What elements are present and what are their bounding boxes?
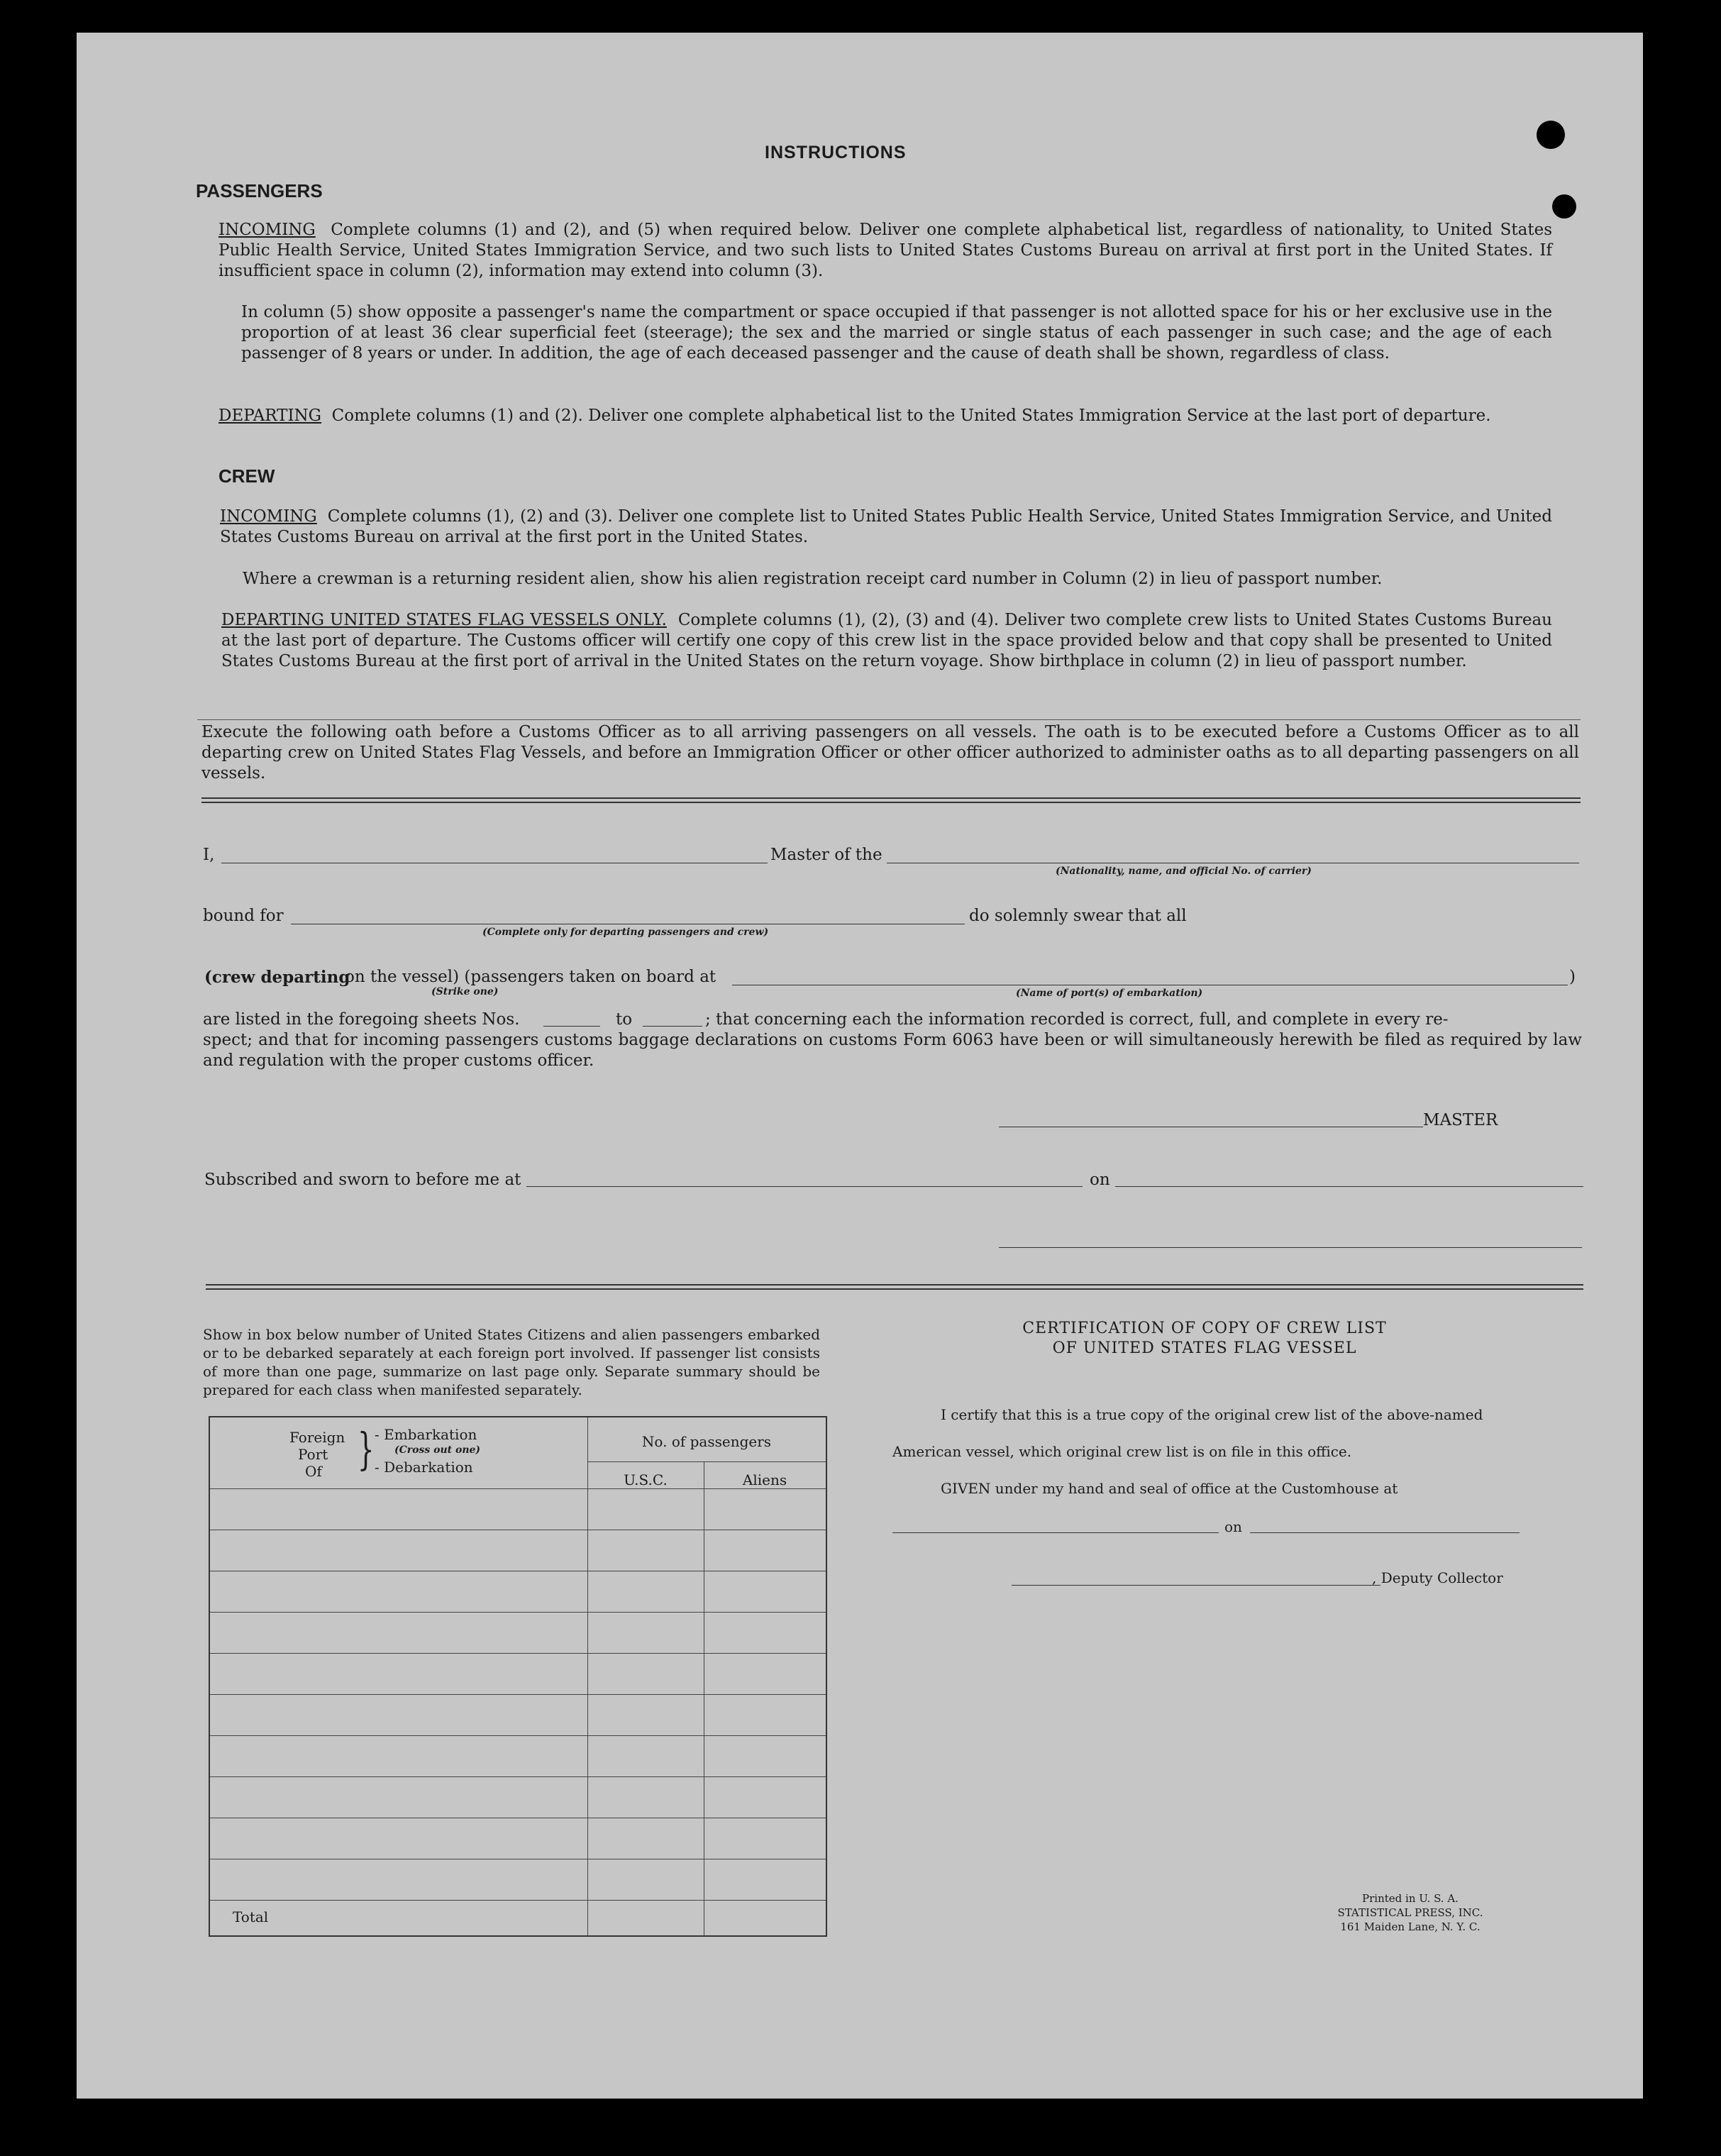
crew-resident-paragraph: Where a crewman is a returning resident alien, show his alien registration receipt card number in Column (2) in lieu of passport number. xyxy=(243,570,1383,588)
of-label: Of xyxy=(305,1463,322,1480)
passengers-incoming-text: Complete columns (1) and (2), and (5) when required below. Deliver one complete alphabetical list, regardless of nationality, to United States Public Health Service, United States Immigration Service, and two such lists to United States Customs Bureau on arrival at first port in the United States. If insufficient space in column (2), information may extend into column (3). xyxy=(218,221,1553,280)
printer-line-2: STATISTICAL PRESS, INC. xyxy=(1337,1906,1483,1919)
debarkation-label: - Debarkation xyxy=(375,1459,473,1476)
printer-imprint xyxy=(1297,1891,1524,1934)
crew-departing-option: (crew departing xyxy=(204,968,350,987)
double-rule-top xyxy=(201,797,1581,803)
passengers-incoming-paragraph xyxy=(218,220,1552,282)
embarkation-label: - Embarkation xyxy=(375,1426,477,1443)
table-row xyxy=(210,1900,826,1901)
listed-sheets-label: are listed in the foregoing sheets Nos. xyxy=(203,1010,520,1029)
carrier-hint: (Nationality, name, and official No. of carrier) xyxy=(1056,866,1312,877)
usc-label: U.S.C. xyxy=(624,1471,668,1488)
printer-line-3: 161 Maiden Lane, N. Y. C. xyxy=(1340,1920,1481,1933)
certification-on-label: on xyxy=(1224,1518,1242,1535)
bound-for-hint: (Complete only for departing passengers and crew) xyxy=(482,927,769,938)
table-row xyxy=(210,1776,826,1777)
punch-hole-top xyxy=(1537,121,1565,149)
strike-one-hint: (Strike one) xyxy=(431,986,499,997)
col-divider-1 xyxy=(587,1417,588,1935)
master-of-label: Master of the xyxy=(770,846,882,864)
passengers-column5-paragraph: In column (5) show opposite a passenger's name the compartment or space occupied if that passenger is not allotted space for his or her exclusive use in the proportion of at least 36 clear superficial feet (steerage); the sex and the married or single status of each passenger in such case; and the age of each passenger of 8 years or under. In addition, the age of each deceased passenger and the cause of death shall be shown, regardless of class. xyxy=(241,303,1552,363)
listed-text-2: ; that concerning each the information recorded is correct, full, and complete in every re- xyxy=(705,1010,1449,1029)
master-signature-label: MASTER xyxy=(1423,1111,1498,1129)
table-row xyxy=(210,1653,826,1654)
cross-out-hint: (Cross out one) xyxy=(394,1444,481,1456)
subscribed-on-label: on xyxy=(1090,1171,1110,1189)
total-label: Total xyxy=(233,1908,269,1925)
document-page xyxy=(77,33,1643,2099)
given-line: GIVEN under my hand and seal of office at the Customhouse at xyxy=(941,1480,1398,1497)
solemnly-swear: do solemnly swear that all xyxy=(969,907,1187,925)
subscribed-place-line[interactable] xyxy=(526,1186,1083,1187)
sheet-from-line[interactable] xyxy=(543,1026,600,1027)
passengers-incoming-label: INCOMING xyxy=(218,221,316,239)
punch-hole-bottom xyxy=(1552,194,1576,219)
officer-signature-line[interactable] xyxy=(999,1247,1582,1248)
crew-departing-label: DEPARTING UNITED STATES FLAG VESSELS ONLY. xyxy=(221,611,667,629)
aliens-label: Aliens xyxy=(742,1471,787,1488)
listed-to-label: to xyxy=(616,1010,633,1029)
certify-line-1: I certify that this is a true copy of the original crew list of the above-named xyxy=(941,1406,1483,1423)
foreign-label: Foreign xyxy=(289,1429,345,1446)
table-row xyxy=(210,1612,826,1613)
table-row xyxy=(210,1488,826,1489)
certification-title-1: CERTIFICATION OF COPY OF CREW LIST xyxy=(1022,1320,1387,1337)
certify-line-2: American vessel, which original crew list is on file in this office. xyxy=(892,1443,1352,1460)
bound-for-label: bound for xyxy=(203,907,284,925)
double-rule-bottom xyxy=(206,1284,1583,1290)
box-instructions: Show in box below number of United States Citizens and alien passengers embarked or to be debarked separately at each foreign port involved. If passenger list consists of more than one page, summarize on last page only. Separate summary should be prepared for each class when manifested separately. xyxy=(203,1326,820,1398)
printer-line-1: Printed in U. S. A. xyxy=(1362,1892,1459,1905)
oath-i-label: I, xyxy=(203,846,215,864)
passengers-departing-paragraph xyxy=(218,406,1552,426)
crew-departing-text: Complete columns (1), (2), (3) and (4). Deliver two complete crew lists to United States Customs Bureau at the last port of departure. The Customs officer will certify one copy of this crew list in the space provided below and that copy shall be presented to United States Customs Bureau at the first port of arrival in the United States on the return voyage. Show birthplace in column (2) in lieu of passport number. xyxy=(221,611,1552,670)
passengers-heading: PASSENGERS xyxy=(196,180,323,201)
passengers-departing-label: DEPARTING xyxy=(218,407,322,425)
passengers-departing-text: Complete columns (1) and (2). Deliver one complete alphabetical list to the United States Immigration Service at the last port of departure. xyxy=(331,407,1491,425)
certification-title-2: OF UNITED STATES FLAG VESSEL xyxy=(1052,1339,1357,1357)
header-split xyxy=(587,1461,826,1462)
crew-departing-paragraph xyxy=(221,610,1552,672)
listed-text-3: spect; and that for incoming passengers customs baggage declarations on customs Form 6063 have been or will simultaneously herewith be filed as required by law and regulation with the proper customs officer. xyxy=(203,1031,1582,1070)
no-passengers-label: No. of passengers xyxy=(641,1433,772,1450)
certification-date-line[interactable] xyxy=(1250,1532,1520,1533)
section-divider xyxy=(197,719,1581,720)
subscribed-date-line[interactable] xyxy=(1115,1186,1583,1187)
brace-icon: } xyxy=(357,1423,375,1475)
embarkation-close-paren: ) xyxy=(1569,968,1576,986)
crew-incoming-text: Complete columns (1), (2) and (3). Deliver one complete list to United States Public Health Service, United States Immigration Service, and United States Customs Bureau on arrival at the first port in the United States. xyxy=(220,507,1552,546)
instructions-title: INSTRUCTIONS xyxy=(765,143,907,162)
deputy-collector-line[interactable] xyxy=(1012,1585,1380,1586)
table-row xyxy=(210,1735,826,1736)
table-row xyxy=(210,1694,826,1695)
sheet-to-line[interactable] xyxy=(643,1026,702,1027)
crew-incoming-paragraph xyxy=(220,507,1552,548)
deputy-collector-label: , Deputy Collector xyxy=(1372,1569,1503,1586)
port-label: Port xyxy=(298,1446,328,1463)
customhouse-line[interactable] xyxy=(892,1532,1219,1533)
crew-incoming-label: INCOMING xyxy=(220,507,317,526)
on-vessel-text: on the vessel) (passengers taken on board at xyxy=(345,968,716,986)
passenger-summary-table xyxy=(209,1416,827,1937)
subscribed-label: Subscribed and sworn to before me at xyxy=(204,1171,521,1189)
crew-heading: CREW xyxy=(218,465,275,487)
oath-intro: Execute the following oath before a Customs Officer as to all arriving passengers on all vessels. The oath is to be executed before a Customs Officer as to all departing crew on United States Flag Vessels, and before an Immigration Officer or other officer authorized to administer oaths as to all departing passengers on all vessels. xyxy=(201,723,1579,783)
embarkation-port-hint: (Name of port(s) of embarkation) xyxy=(1016,988,1203,999)
